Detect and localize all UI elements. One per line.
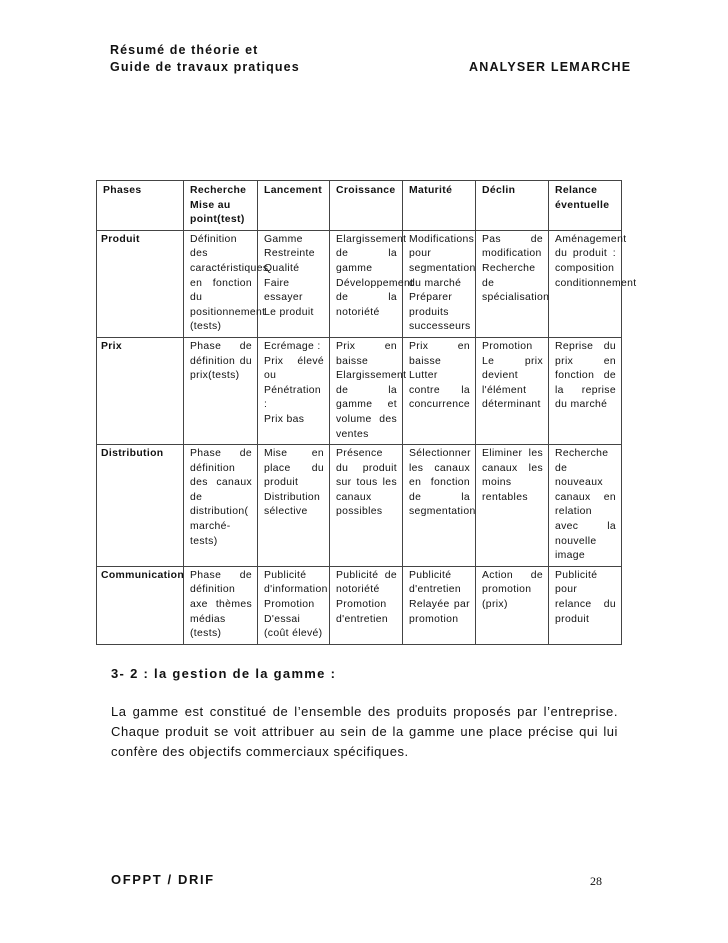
table-cell: Aménagement du produit : composition conditionnement — [549, 230, 622, 337]
table-cell-line: Qualité — [264, 262, 300, 274]
table-cell-line: Ecrémage : — [264, 340, 321, 352]
table-cell-line: Gamme Restreinte — [264, 233, 315, 260]
table-cell: Prix en baisse Elargissement de la gamme et volume des ventes — [330, 337, 403, 444]
table-cell-line: Promotion d'entretien — [336, 599, 389, 625]
table-cell-line: Publicité d'entretien Relayée par promotion — [409, 569, 470, 625]
table-body — [97, 181, 637, 645]
table-cell: Phase de définition des canaux de distribution( marché- tests) — [184, 445, 258, 567]
row-label-distribution: Distribution — [97, 445, 184, 567]
table-cell — [403, 230, 476, 337]
table-cell-line: D'essai — [264, 613, 301, 625]
table-cell — [330, 566, 403, 644]
table-cell: Eliminer les canaux les moins rentables — [476, 445, 549, 567]
table-cell-line: Action de promotion (prix) — [482, 569, 543, 611]
page-number: 28 — [590, 874, 602, 888]
table-cell-line: Promotion — [264, 599, 315, 611]
table-cell: Reprise du prix en fonction de la reprise du marché — [549, 337, 622, 444]
table-cell-line: (coût élevé) — [264, 628, 323, 640]
table-cell-line: Pénétration : — [264, 384, 321, 411]
table-cell-line: Prix bas — [264, 413, 305, 425]
table-cell-line: Prix élevé ou — [264, 355, 324, 382]
table-header-row — [97, 181, 622, 231]
table-header-cell: Déclin — [476, 181, 549, 231]
table-cell — [476, 566, 549, 644]
table-cell: Promotion Le prix devient l'élément déterminant — [476, 337, 549, 444]
document-header-left — [110, 42, 300, 76]
document-header-right: ANALYSER LEMARCHE — [469, 60, 632, 74]
table-cell-line: Préparer produits successeurs — [409, 292, 471, 333]
header-title-line-1: Résumé de théorie et — [110, 43, 259, 57]
table-row — [97, 445, 622, 567]
header-title-line-2: Guide de travaux pratiques — [110, 60, 300, 74]
table-row — [97, 566, 622, 644]
table-cell: Phase de définition du prix(tests) — [184, 337, 258, 444]
table-cell-line: Publicité de notoriété — [336, 569, 397, 596]
table-cell: Définition des caractéristiques en fonction du positionnement (tests) — [184, 230, 258, 337]
table-header-cell: Phases — [97, 181, 184, 231]
table-cell: Présence du produit sur tous les canaux possibles — [330, 445, 403, 567]
table-cell-line: Publicité pour relance du produit — [555, 569, 616, 625]
footer-organization: OFPPT / DRIF — [111, 872, 215, 887]
table-cell: Pas de modification Recherche de spécialisation — [476, 230, 549, 337]
table-cell-line: Publicité d'information — [264, 569, 328, 596]
table-header-cell: Croissance — [330, 181, 403, 231]
table-cell-line: Le produit — [264, 306, 314, 318]
product-lifecycle-table — [96, 180, 637, 645]
table-cell: Mise en place du produit Distribution sélective — [258, 445, 330, 567]
table-cell: Recherche de nouveaux canaux en relation avec la nouvelle image — [549, 445, 622, 567]
table-cell: Sélectionner les canaux en fonction de la segmentation — [403, 445, 476, 567]
table-cell — [184, 566, 258, 644]
table-cell — [403, 566, 476, 644]
table-header-cell: Lancement — [258, 181, 330, 231]
section-paragraph: La gamme est constitué de l’ensemble des produits proposés par l’entreprise. Chaque produit se voit attribuer au sein de la gamme une place précise qui lui confère des objectifs commerciaux spécifiques. — [111, 704, 618, 759]
table-cell — [258, 566, 330, 644]
table-row — [97, 230, 622, 337]
table-header-cell: Recherche Mise au point(test) — [184, 181, 258, 231]
table-header-cell: Maturité — [403, 181, 476, 231]
row-label-produit: Produit — [97, 230, 184, 337]
table-cell-line: Modifications pour segmentation du marché — [409, 233, 476, 289]
table-cell: Elargissement de la gamme Développement de la notoriété — [330, 230, 403, 337]
row-label-communication: Communication — [97, 566, 184, 644]
table-row — [97, 337, 622, 444]
table-cell — [258, 337, 330, 444]
row-label-prix: Prix — [97, 337, 184, 444]
table-cell-line: Phase de définition axe thèmes médias (tests) — [190, 569, 252, 640]
table-header-cell: Relance éventuelle — [549, 181, 622, 231]
section-title: 3- 2 : la gestion de la gamme : — [111, 666, 337, 681]
table-cell — [549, 566, 622, 644]
table-cell: Prix en baisse Lutter contre la concurrence — [403, 337, 476, 444]
table-cell-line: Faire essayer — [264, 277, 303, 304]
table-cell — [258, 230, 330, 337]
